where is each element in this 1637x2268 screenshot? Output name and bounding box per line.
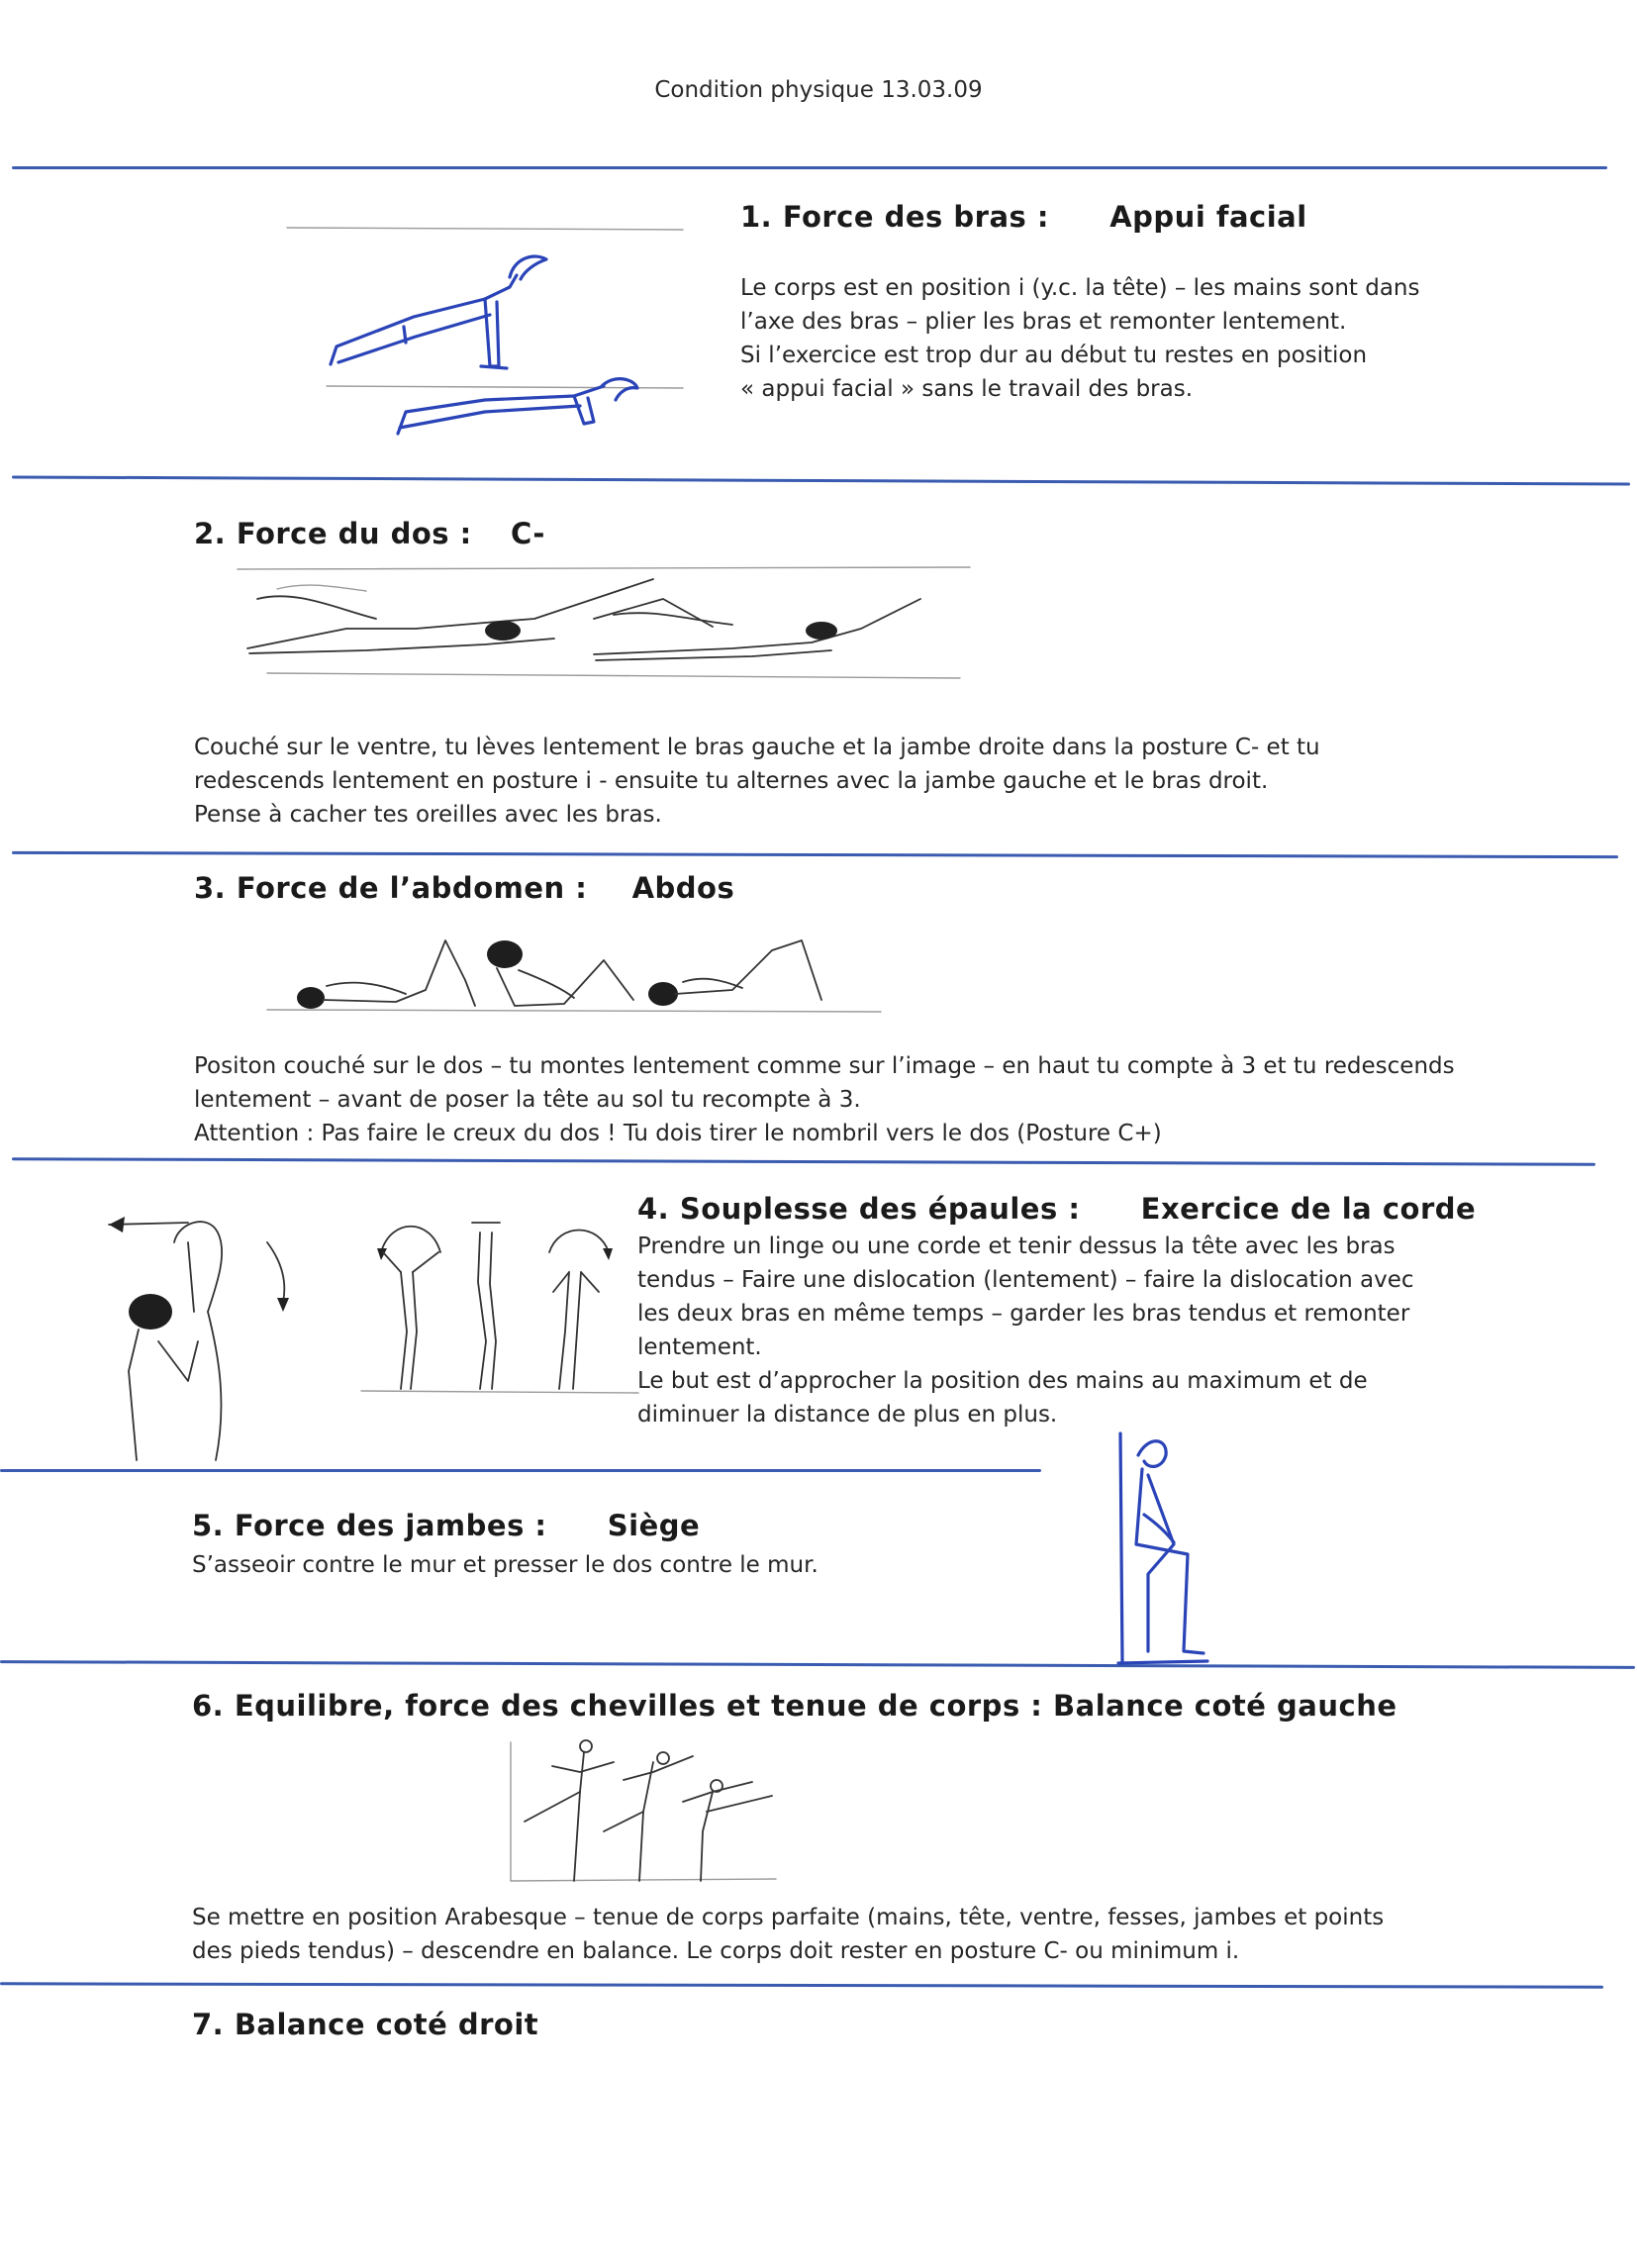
divider-3 (12, 851, 1618, 858)
exercise-7-number: 7. (192, 2008, 225, 2041)
exercise-5-number: 5. (192, 1509, 225, 1542)
exercise-6-name: Balance coté gauche (1053, 1689, 1397, 1723)
exercise-2-name: C- (510, 517, 545, 550)
exercise-5-description: S’asseoir contre le mur et presser le dos contre le mur. (192, 1552, 818, 1578)
exercise-5-name: Siège (607, 1509, 701, 1542)
exercise-1-description: Le corps est en position i (y.c. la tête) – les mains sont dans l’axe des bras – plier les bras et remonter lentement. Si l’exercice est trop dur au début tu restes en position « appui facial » sans le travail des bras. (740, 275, 1420, 402)
exercise-2-description: Couché sur le ventre, tu lèves lentement le bras gauche et la jambe droite dans la posture C- et tu redescends lentement en posture i - ensuite tu alternes avec la jambe gauche et le bras droit. Pense à cacher tes oreilles avec les bras. (194, 735, 1320, 828)
push-up-illustration (287, 218, 683, 445)
exercise-3-description: Positon couché sur le dos – tu montes lentement comme sur l’image – en haut tu compte à 3 et tu redescends lentement – avant de poser la tête au sol tu recompte à 3. Attention : Pas faire le creux du dos ! Tu dois tirer le nombril vers le dos (Posture C+) (194, 1053, 1455, 1146)
exercise-2-heading: Force du dos : (236, 517, 472, 550)
exercise-4-heading: Souplesse des épaules : (679, 1192, 1081, 1226)
back-extension-illustration (238, 559, 970, 688)
exercise-6-number: 6. (192, 1689, 225, 1723)
exercise-2-number: 2. (194, 517, 227, 550)
exercise-4-description: Prendre un linge ou une corde et tenir dessus la tête avec les bras tendus – Faire une dislocation (lentement) – faire la dislocation avec les deux bras en même temps – garder les bras tendus et remonter lentement. Le but est d’approcher la position des mains au maximum et de diminuer la distance de plus en plus. (637, 1233, 1414, 1428)
exercise-4-title (637, 1192, 1476, 1226)
exercise-1-heading: Force des bras : (782, 200, 1049, 234)
exercise-3-heading: Force de l’abdomen : (236, 871, 588, 905)
exercise-3-number: 3. (194, 871, 227, 905)
arabesque-balance-illustration (505, 1732, 782, 1891)
exercise-4-number: 4. (637, 1192, 670, 1226)
sit-up-illustration (267, 921, 881, 1020)
rope-dislocation-illustration (361, 1213, 638, 1401)
exercise-1-name: Appui facial (1109, 200, 1307, 234)
exercise-1-number: 1. (740, 200, 773, 234)
exercise-3-title (194, 871, 734, 905)
exercise-5-heading: Force des jambes : (234, 1509, 547, 1542)
page-header: Condition physique 13.03.09 (654, 77, 983, 103)
exercise-7-title (192, 2008, 538, 2041)
exercise-5-title (192, 1509, 700, 1542)
divider-4 (12, 1157, 1595, 1166)
exercise-6-description: Se mettre en position Arabesque – tenue de corps parfaite (mains, tête, ventre, fesses, jambes et points des pieds tendus) – descendre en balance. Le corps doit rester en posture C- ou minimum i. (192, 1905, 1385, 1964)
exercise-7-heading: Balance coté droit (234, 2008, 539, 2041)
divider-2 (12, 475, 1630, 485)
exercise-1-title (740, 200, 1307, 234)
shoulder-stretch-illustration (99, 1203, 317, 1470)
divider-6 (0, 1660, 1635, 1669)
exercise-4-name: Exercice de la corde (1140, 1192, 1477, 1226)
divider-1 (12, 166, 1607, 169)
divider-7 (0, 1982, 1603, 1988)
wall-sit-illustration (1108, 1426, 1267, 1673)
exercise-6-heading: Equilibre, force des chevilles et tenue de corps : (234, 1689, 1043, 1723)
exercise-2-title (194, 517, 545, 550)
exercise-3-name: Abdos (631, 871, 735, 905)
exercise-6-title (192, 1689, 1397, 1723)
